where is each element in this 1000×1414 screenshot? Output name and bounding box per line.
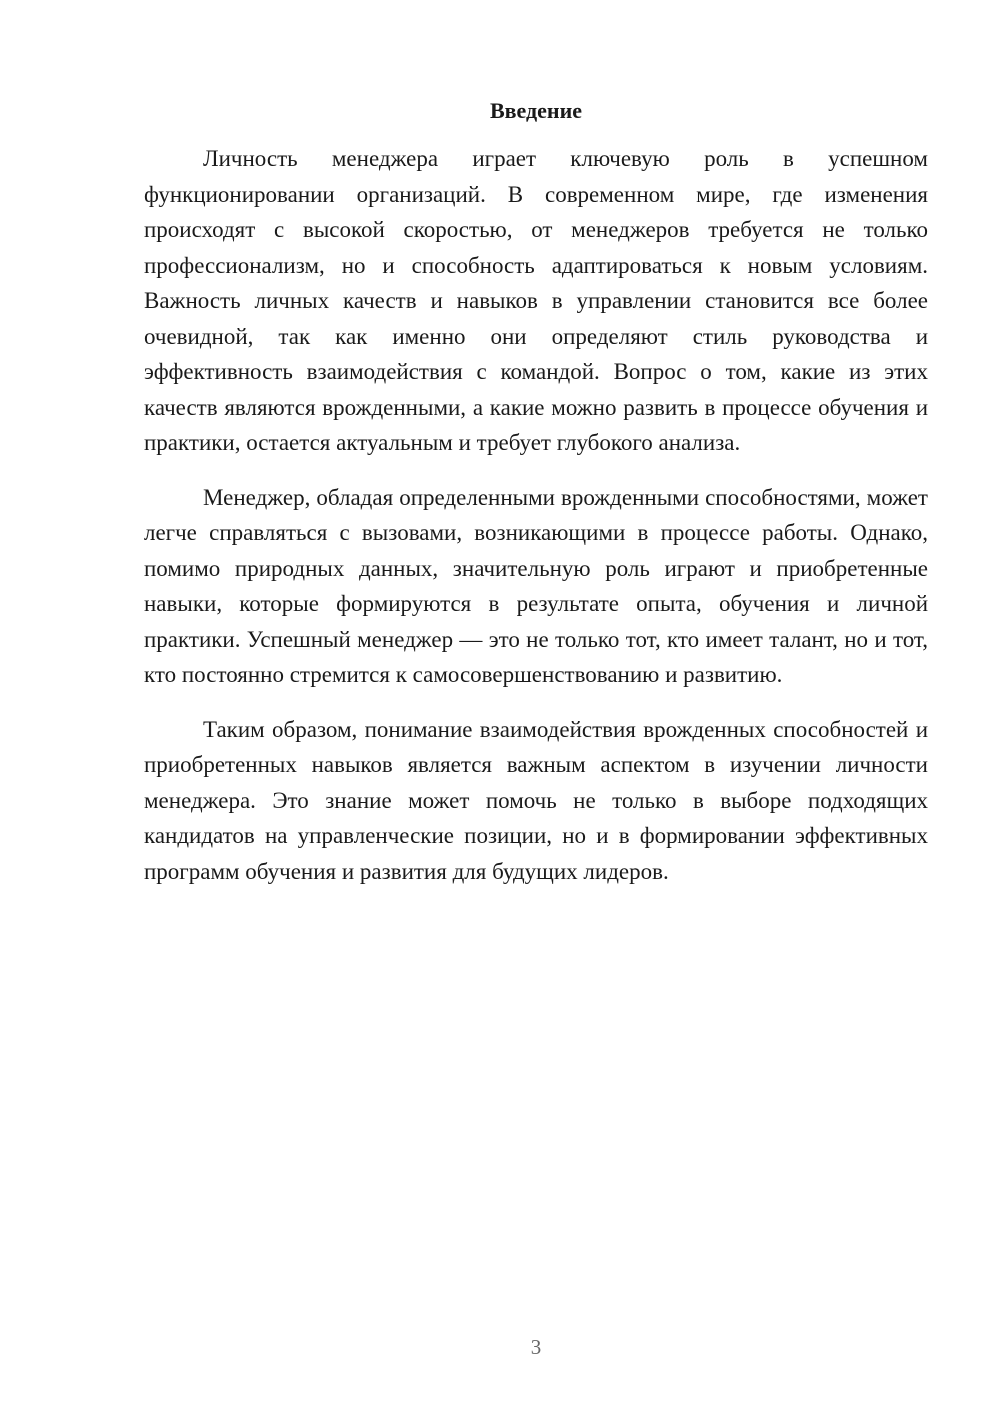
paragraph-3: Таким образом, понимание взаимодействия врожденных способностей и приобретенных навыков является важным аспектом в изучении личности менеджера. Это знание может помочь не только в выборе подходящих кандидатов на управленческие позиции, но и в формировании эффективных программ обучения и развития для будущих лидеров. — [144, 716, 928, 884]
page-number: 3 — [530, 1335, 542, 1359]
paragraph-2: Менеджер, обладая определенными врожденными способностями, может легче справляться с вызовами, возникающими в процессе работы. Однако, помимо природных данных, значительную роль играют и приобретенные навыки, которые формируются в результате опыта, обучения и личной практики. Успешный менеджер — это не только тот, кто имеет талант, но и тот, кто постоянно стремится к самосовершенствованию и развитию. — [144, 484, 928, 687]
section-heading: Введение — [489, 98, 583, 123]
paragraph-1: Личность менеджера играет ключевую роль в успешном функционировании организаций. В современном мире, где изменения происходят с высокой скоростью, от менеджеров требуется не только профессионализм, но и способность адаптироваться к новым условиям. Важность личных качеств и навыков в управлении становится все более очевидной, так как именно они определяют стиль руководства и эффективность взаимодействия с командой. Вопрос о том, какие из этих качеств являются врожденными, а какие можно развить в процессе обучения и практики, остается актуальным и требует глубокого анализа. — [144, 146, 928, 455]
page-body — [144, 94, 928, 908]
